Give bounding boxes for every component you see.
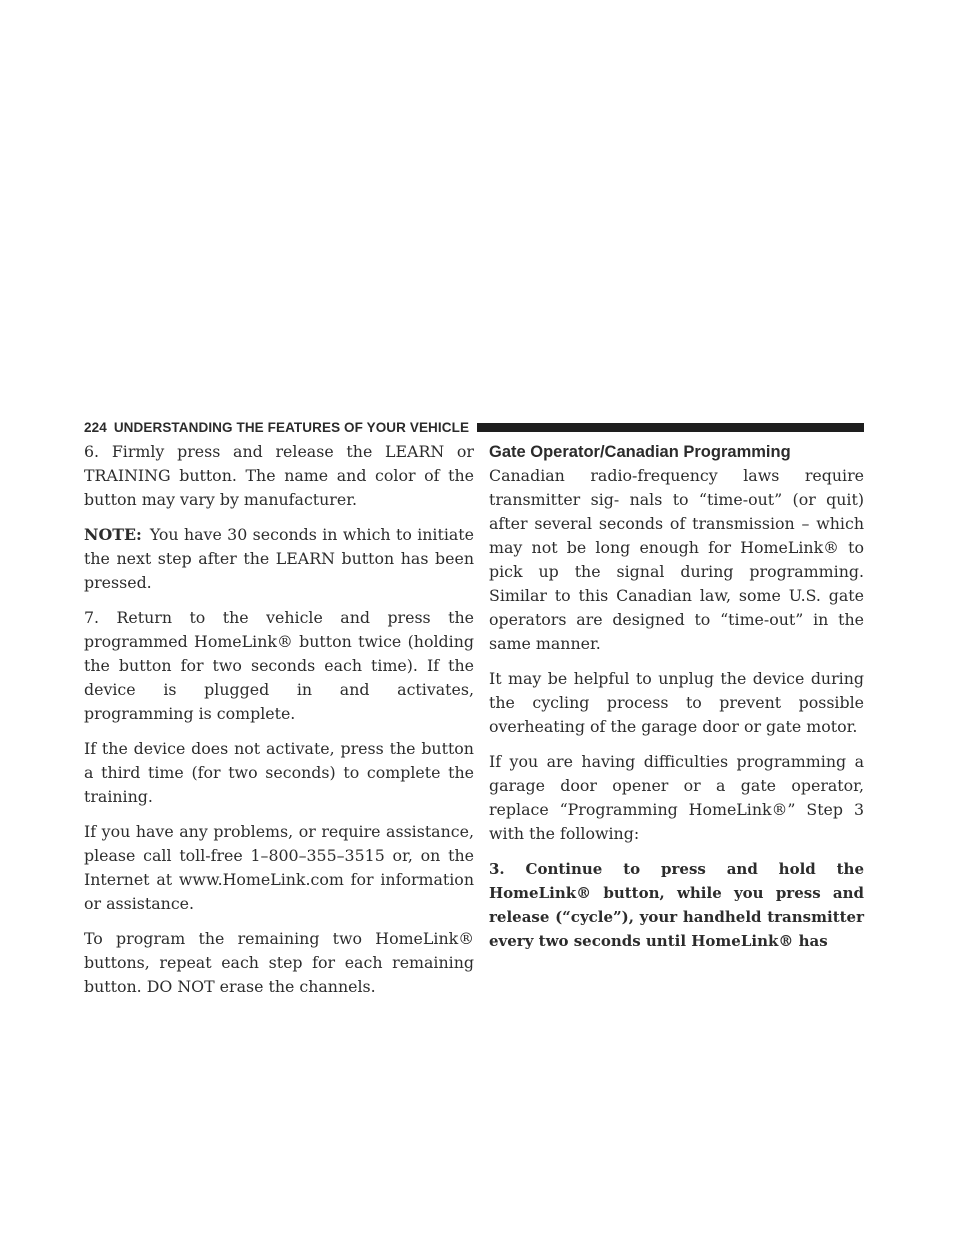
right-column — [489, 440, 864, 964]
assistance-paragraph: If you have any problems, or require assistance, please call toll-free 1–800–355–3515 or, on the Internet at www.HomeLink.com for information or assistance. — [84, 822, 474, 913]
section-title: UNDERSTANDING THE FEATURES OF YOUR VEHICLE — [113, 419, 470, 435]
note-text: You have 30 seconds in which to initiate the next step after the LEARN button has been pressed. — [84, 525, 474, 592]
note-paragraph — [84, 523, 474, 595]
page-header — [84, 418, 864, 436]
step-6-paragraph: 6. Firmly press and release the LEARN or TRAINING button. The name and color of the button may vary by manufacturer. — [84, 442, 474, 509]
section-heading: Gate Operator/Canadian Programming — [489, 443, 791, 461]
unplug-paragraph: It may be helpful to unplug the device during the cycling process to prevent possible overheating of the garage door or gate motor. — [489, 669, 864, 736]
step-7-paragraph: 7. Return to the vehicle and press the programmed HomeLink® button twice (holding the button for two seconds each time). If the device is plugged in and activates, programming is complete. — [84, 608, 474, 723]
header-rule — [477, 423, 864, 432]
page-number: 224 — [84, 419, 107, 435]
note-label: NOTE: — [84, 525, 142, 544]
remaining-buttons-paragraph: To program the remaining two HomeLink® buttons, repeat each step for each remaining button. DO NOT erase the channels. — [84, 929, 474, 996]
difficulties-paragraph: If you are having difficulties programming a garage door opener or a gate operator, replace “Programming HomeLink®” Step 3 with the following: — [489, 752, 864, 843]
canadian-law-paragraph: Canadian radio-frequency laws require transmitter sig- nals to “time-out” (or quit) after several seconds of transmission – which may not be long enough for HomeLink® to pick up the signal during programming. Similar to this Canadian law, some U.S. gate operators are designed to “time-out” in the same manner. — [489, 466, 864, 653]
left-column — [84, 440, 474, 1010]
third-press-paragraph: If the device does not activate, press the button a third time (for two seconds) to complete the training. — [84, 739, 474, 806]
step-3-bold-paragraph: 3. Continue to press and hold the HomeLink® button, while you press and release (“cycle”), your handheld transmitter every two seconds until HomeLink® has — [489, 860, 864, 950]
